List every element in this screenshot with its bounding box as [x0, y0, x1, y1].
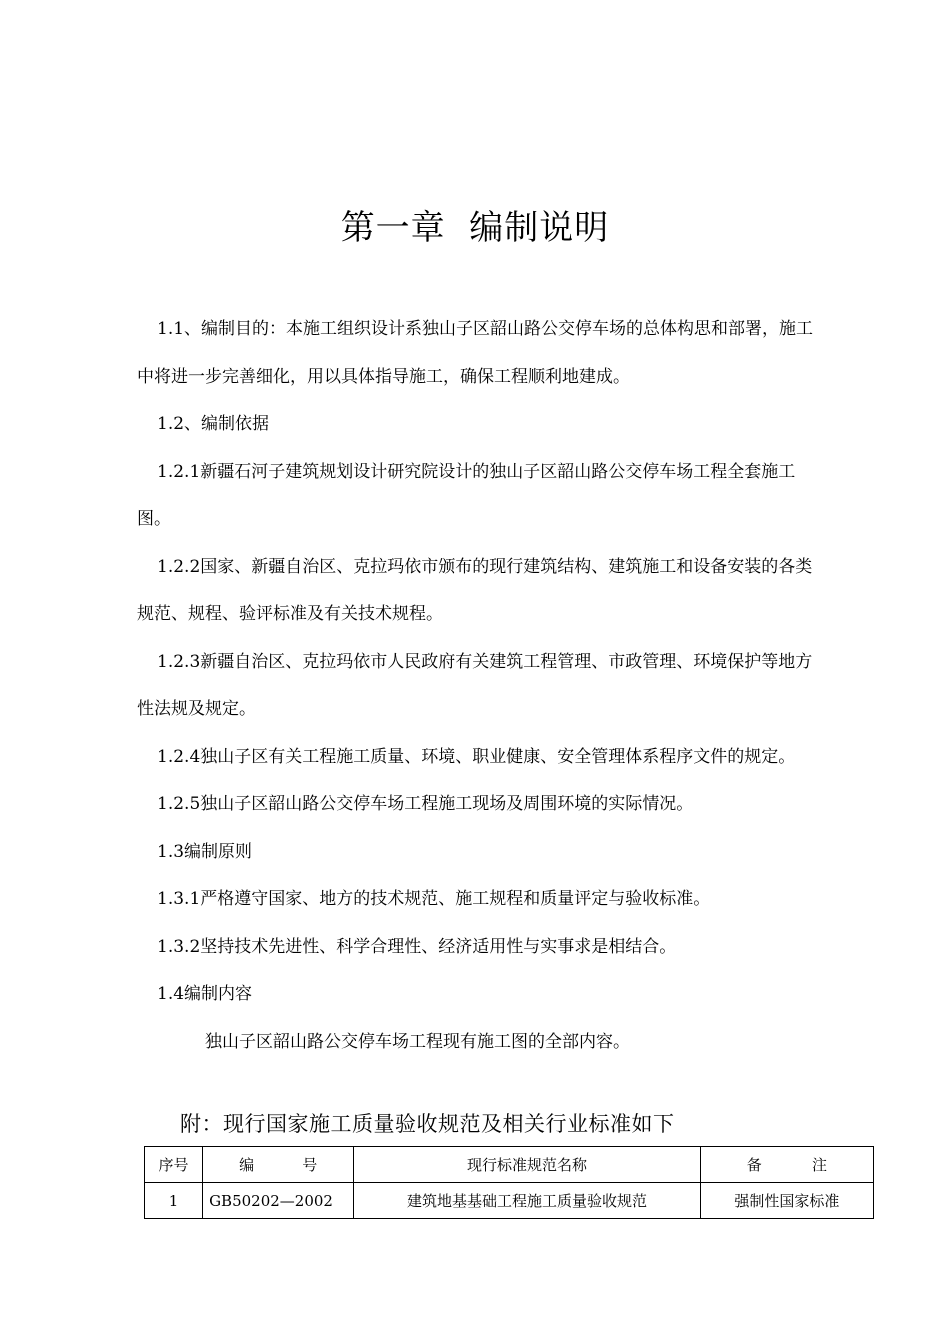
row-code: GB50202—2002	[203, 1183, 354, 1219]
appendix-title: 附：现行国家施工质量验收规范及相关行业标准如下	[180, 1112, 675, 1136]
paragraph-1-2: 1.2、编制依据	[157, 414, 270, 434]
header-note-char-1: 备	[746, 1156, 762, 1174]
paragraph-1-3-1: 1.3.1严格遵守国家、地方的技术规范、施工规程和质量评定与验收标准。	[157, 889, 711, 909]
table-header-row	[145, 1147, 874, 1183]
paragraph-1-2-5: 1.2.5独山子区韶山路公交停车场工程施工现场及周围环境的实际情况。	[157, 794, 694, 814]
paragraph-1-2-4: 1.2.4独山子区有关工程施工质量、环境、职业健康、安全管理体系程序文件的规定。	[157, 746, 796, 767]
row-no: 1	[145, 1183, 203, 1219]
paragraph-1-1: 1.1、编制目的：本施工组织设计系独山子区韶山路公交停车场的总体构思和部署，施工中将进一步完善细化，用以具体指导施工，确保工程顺利地建成。	[137, 319, 814, 387]
header-code-char-1: 编	[239, 1156, 255, 1174]
row-name: 建筑地基基础工程施工质量验收规范	[354, 1183, 700, 1219]
header-code-char-2: 号	[302, 1156, 318, 1174]
paragraph-1-2-3: 1.2.3新疆自治区、克拉玛依市人民政府有关建筑工程管理、市政管理、环境保护等地方性法规及规定。	[137, 651, 813, 719]
paragraph-1-4-content: 独山子区韶山路公交停车场工程现有施工图的全部内容。	[205, 1031, 630, 1052]
header-note-char-2: 注	[811, 1156, 827, 1174]
paragraph-1-3-2: 1.3.2坚持技术先进性、科学合理性、经济适用性与实事求是相结合。	[157, 936, 677, 957]
paragraph-1-3: 1.3编制原则	[157, 841, 253, 862]
header-note	[700, 1147, 873, 1183]
body-text	[137, 306, 817, 1066]
row-note: 强制性国家标准	[700, 1183, 873, 1219]
paragraph-1-2-2: 1.2.2国家、新疆自治区、克拉玛依市颁布的现行建筑结构、建筑施工和设备安装的各类规范、规程、验评标准及有关技术规程。	[137, 556, 813, 624]
header-code	[203, 1147, 354, 1183]
paragraph-1-2-1: 1.2.1新疆石河子建筑规划设计研究院设计的独山子区韶山路公交停车场工程全套施工图。	[137, 461, 796, 529]
header-no: 序号	[145, 1147, 203, 1183]
header-name: 现行标准规范名称	[354, 1147, 700, 1183]
paragraph-1-4: 1.4编制内容	[157, 984, 253, 1004]
table-row	[145, 1183, 874, 1219]
standards-table	[144, 1146, 874, 1219]
chapter-title: 第一章 编制说明	[340, 208, 610, 248]
